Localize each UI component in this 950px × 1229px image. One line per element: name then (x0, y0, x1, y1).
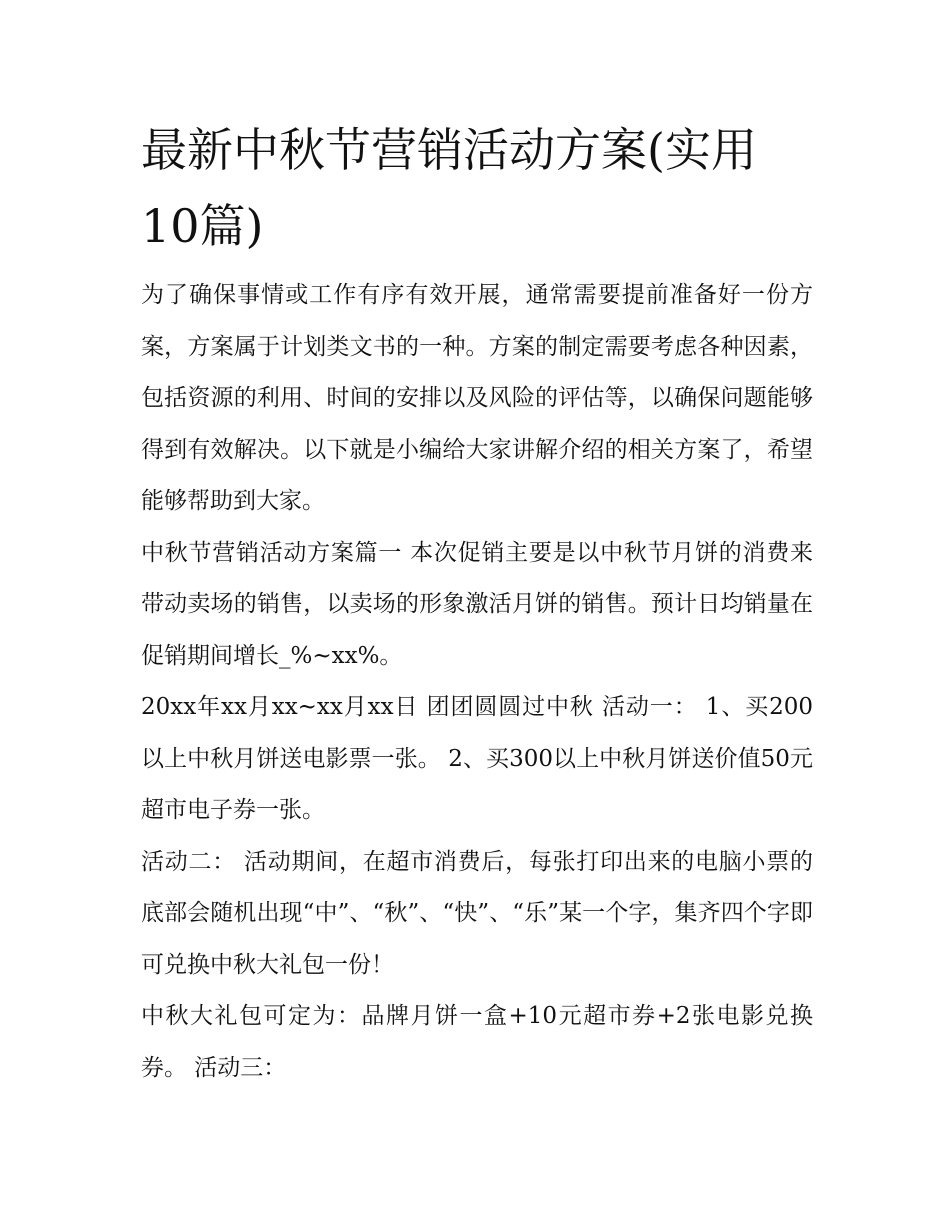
document-page (141, 112, 813, 1094)
paragraph-activity-one: 20xx年xx月xx~xx月xx日 团团圆圆过中秋 活动一： 1、买200以上中秋月饼送电影票一张。 2、买300以上中秋月饼送价值50元超市电子券一张。 (141, 694, 813, 823)
paragraph-plan-one: 中秋节营销活动方案篇一 本次促销主要是以中秋节月饼的消费来带动卖场的销售，以卖场的形象激活月饼的销售。预计日均销量在促销期间增长_%~xx%。 (141, 539, 813, 669)
document-title: 最新中秋节营销活动方案(实用10篇) (141, 123, 757, 253)
paragraph-activity-two: 活动二： 活动期间，在超市消费后，每张打印出来的电脑小票的底部会随机出现“中”、“秋”、“快”、“乐”某一个字，集齐四个字即可兑换中秋大礼包一份！ (141, 848, 813, 978)
paragraph-intro: 为了确保事情或工作有序有效开展，通常需要提前准备好一份方案，方案属于计划类文书的一种。方案的制定需要考虑各种因素，包括资源的利用、时间的安排以及风险的评估等，以确保问题能够得到有效解决。以下就是小编给大家讲解介绍的相关方案了，希望能够帮助到大家。 (141, 282, 813, 514)
paragraph-gift-pack: 中秋大礼包可定为：品牌月饼一盒+10元超市券+2张电影兑换券。 活动三： (141, 1003, 813, 1081)
